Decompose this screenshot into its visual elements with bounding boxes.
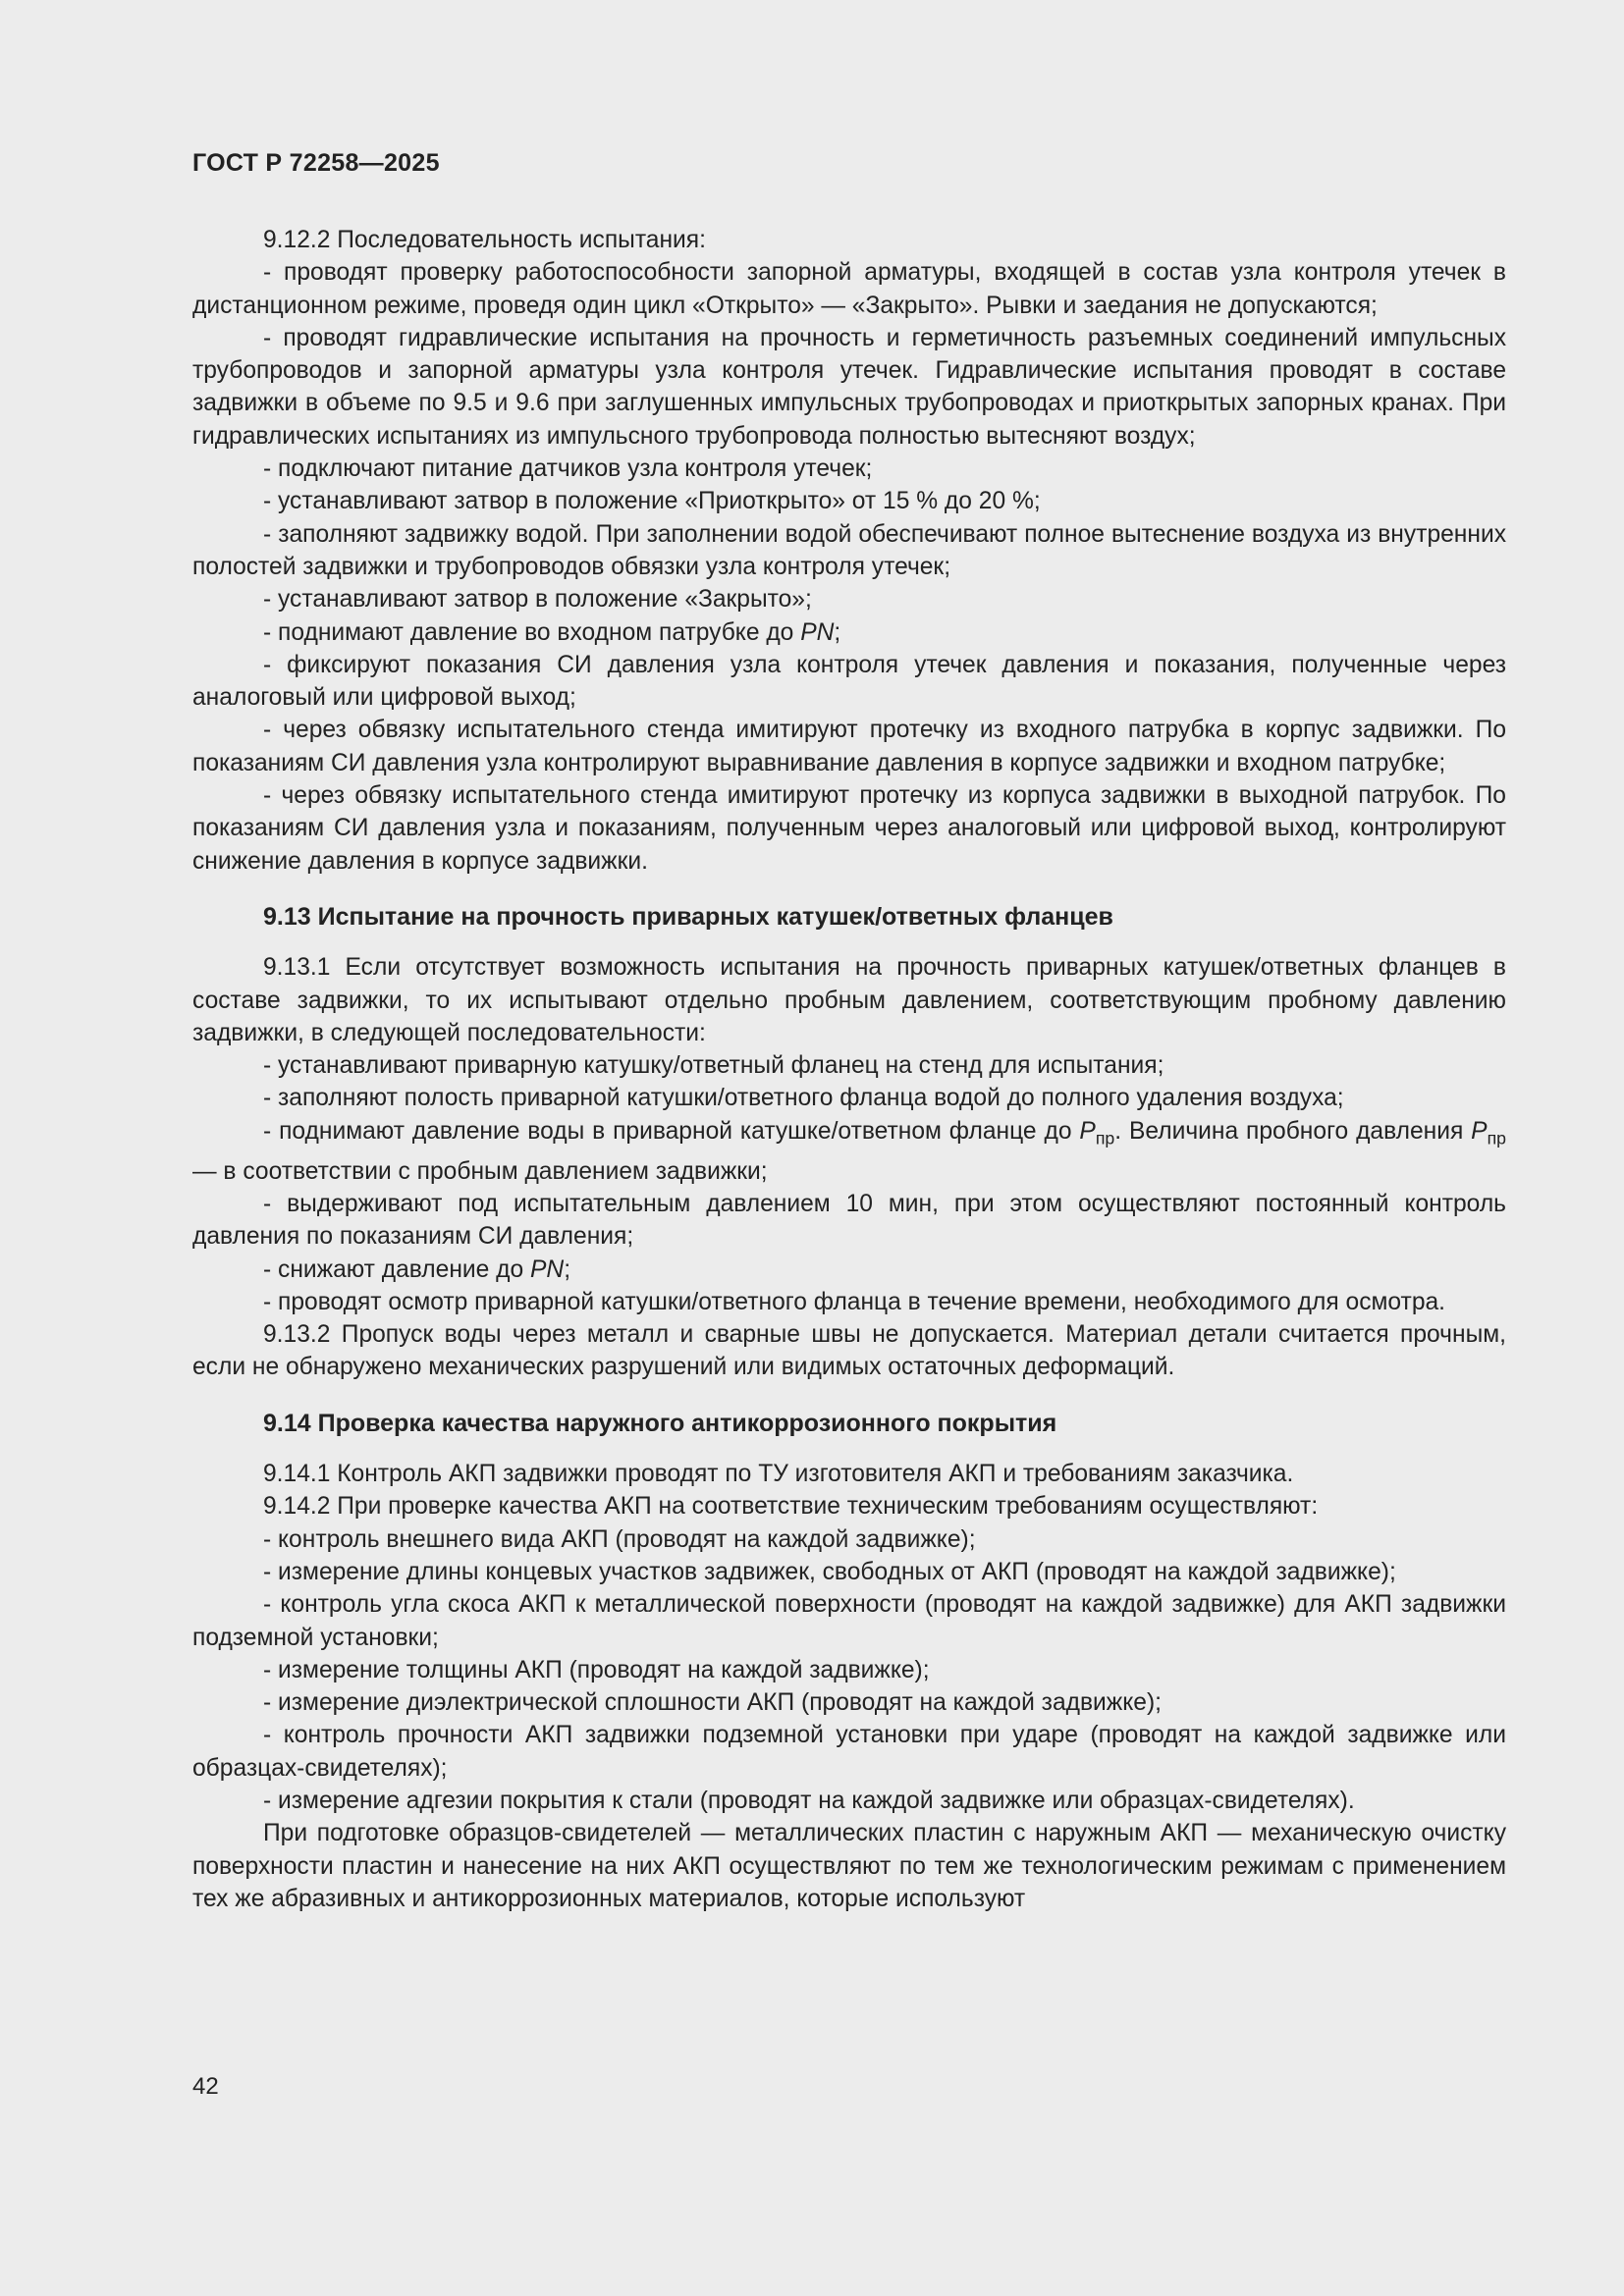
- list-item: - подключают питание датчиков узла контроля утечек;: [263, 455, 873, 483]
- paragraph-9-13-1: 9.13.1 Если отсутствует возможность испытания на прочность приварных катушек/ответных фланцев в составе задвижки, то их испытывают отдельно пробным давлением, соответствующим пробному давлению задвижки, в следующей последовательности:: [192, 954, 1506, 1046]
- list-item: [192, 1254, 1506, 1286]
- section-heading-9-14: 9.14 Проверка качества наружного антикоррозионного покрытия: [263, 1409, 1057, 1437]
- list-item: - проводят проверку работоспособности запорной арматуры, входящей в состав узла контроля утечек в дистанционном режиме, проведя один цикл «Открыто» — «Закрыто». Рывки и заедания не допускаются;: [192, 259, 1506, 319]
- text-segment: ;: [564, 1255, 571, 1283]
- text-segment: — в соответствии с пробным давлением задвижки;: [192, 1157, 768, 1185]
- section-heading-9-13: 9.13 Испытание на прочность приварных катушек/ответных фланцев: [263, 902, 1113, 931]
- list-item: - контроль внешнего вида АКП (проводят на каждой задвижке);: [263, 1525, 976, 1553]
- pn-symbol: PN: [800, 618, 835, 646]
- list-item: - выдерживают под испытательным давлением 10 мин, при этом осуществляют постоянный контроль давления по показаниям СИ давления;: [192, 1190, 1506, 1251]
- paragraph-9-14-2: 9.14.2 При проверке качества АКП на соответствие техническим требованиям осуществляют:: [263, 1493, 1319, 1521]
- list-item: - заполняют задвижку водой. При заполнении водой обеспечивают полное вытеснение воздуха из внутренних полостей задвижки и трубопроводов обвязки узла контроля утечек;: [192, 520, 1506, 580]
- text-segment: - поднимают давление во входном патрубке до: [263, 618, 801, 646]
- page-number: 42: [192, 2073, 219, 2100]
- list-item: - проводят гидравлические испытания на прочность и герметичность разъемных соединений импульсных трубопроводов и запорной арматуры узла контроля утечек. Гидравлические испытания проводят в составе задвижки в объеме по 9.5 и 9.6 при заглушенных импульсных трубопроводах и приоткрытых запорных кранах. При гидравлических испытаниях из импульсного трубопровода полностью вытесняют воздух;: [192, 324, 1506, 450]
- standard-header: ГОСТ Р 72258—2025: [192, 149, 440, 177]
- pn-symbol: PN: [530, 1255, 565, 1283]
- list-item: [192, 616, 1506, 649]
- list-item: - измерение толщины АКП (проводят на каждой задвижке);: [263, 1656, 930, 1683]
- p-subscript: пр: [1095, 1128, 1115, 1148]
- p-symbol: P: [1079, 1117, 1096, 1145]
- list-item: - через обвязку испытательного стенда имитируют протечку из входного патрубка в корпус задвижки. По показаниям СИ давления узла контролируют выравнивание давления в корпусе задвижки и входном патрубке;: [192, 717, 1506, 776]
- list-item: - устанавливают затвор в положение «Приоткрыто» от 15 % до 20 %;: [263, 488, 1041, 515]
- paragraph-9-14-1: 9.14.1 Контроль АКП задвижки проводят по ТУ изготовителя АКП и требованиям заказчика.: [263, 1461, 1294, 1488]
- text-segment: . Величина пробного давления: [1114, 1117, 1472, 1145]
- list-item: [192, 1115, 1506, 1188]
- p-symbol: P: [1471, 1117, 1488, 1145]
- list-item: - фиксируют показания СИ давления узла контроля утечек давления и показания, полученные через аналоговый или цифровой выход;: [192, 651, 1506, 712]
- list-item: - измерение длины концевых участков задвижек, свободных от АКП (проводят на каждой задвижке);: [263, 1558, 1396, 1585]
- p-subscript: пр: [1487, 1128, 1507, 1148]
- list-item: - измерение адгезии покрытия к стали (проводят на каждой задвижке или образцах-свидетелях).: [263, 1788, 1355, 1815]
- list-item: - контроль угла скоса АКП к металлической поверхности (проводят на каждой задвижке) для АКП задвижки подземной установки;: [192, 1591, 1506, 1651]
- list-item: - контроль прочности АКП задвижки подземной установки при ударе (проводят на каждой задвижке или образцах-свидетелях);: [192, 1722, 1506, 1782]
- text-segment: - снижают давление до: [263, 1255, 531, 1283]
- list-item: - измерение диэлектрической сплошности АКП (проводят на каждой задвижке);: [263, 1689, 1162, 1717]
- list-item: - проводят осмотр приварной катушки/ответного фланца в течение времени, необходимого для осмотра.: [263, 1288, 1446, 1315]
- document-body: [192, 224, 1506, 1915]
- text-segment: ;: [834, 618, 841, 646]
- paragraph-9-12-2: 9.12.2 Последовательность испытания:: [263, 227, 706, 253]
- list-item: - через обвязку испытательного стенда имитируют протечку из корпуса задвижки в выходной патрубок. По показаниям СИ давления узла и показаниям, полученным через аналоговый или цифровой выход, контролируют снижение давления в корпусе задвижки.: [192, 782, 1506, 875]
- paragraph-9-13-2: 9.13.2 Пропуск воды через металл и сварные швы не допускается. Материал детали считается прочным, если не обнаружено механических разрушений или видимых остаточных деформаций.: [192, 1321, 1506, 1381]
- list-item: - устанавливают приварную катушку/ответный фланец на стенд для испытания;: [263, 1052, 1164, 1080]
- paragraph-samples: При подготовке образцов-свидетелей — металлических пластин с наружным АКП — механическую очистку поверхности пластин и нанесение на них АКП осуществляют по тем же технологическим режимам с применением тех же абразивных и антикоррозионных материалов, которые используют: [192, 1820, 1506, 1912]
- text-segment: - поднимают давление воды в приварной катушке/ответном фланце до: [263, 1117, 1080, 1145]
- list-item: - заполняют полость приварной катушки/ответного фланца водой до полного удаления воздуха;: [263, 1085, 1344, 1112]
- list-item: - устанавливают затвор в положение «Закрыто»;: [263, 586, 812, 614]
